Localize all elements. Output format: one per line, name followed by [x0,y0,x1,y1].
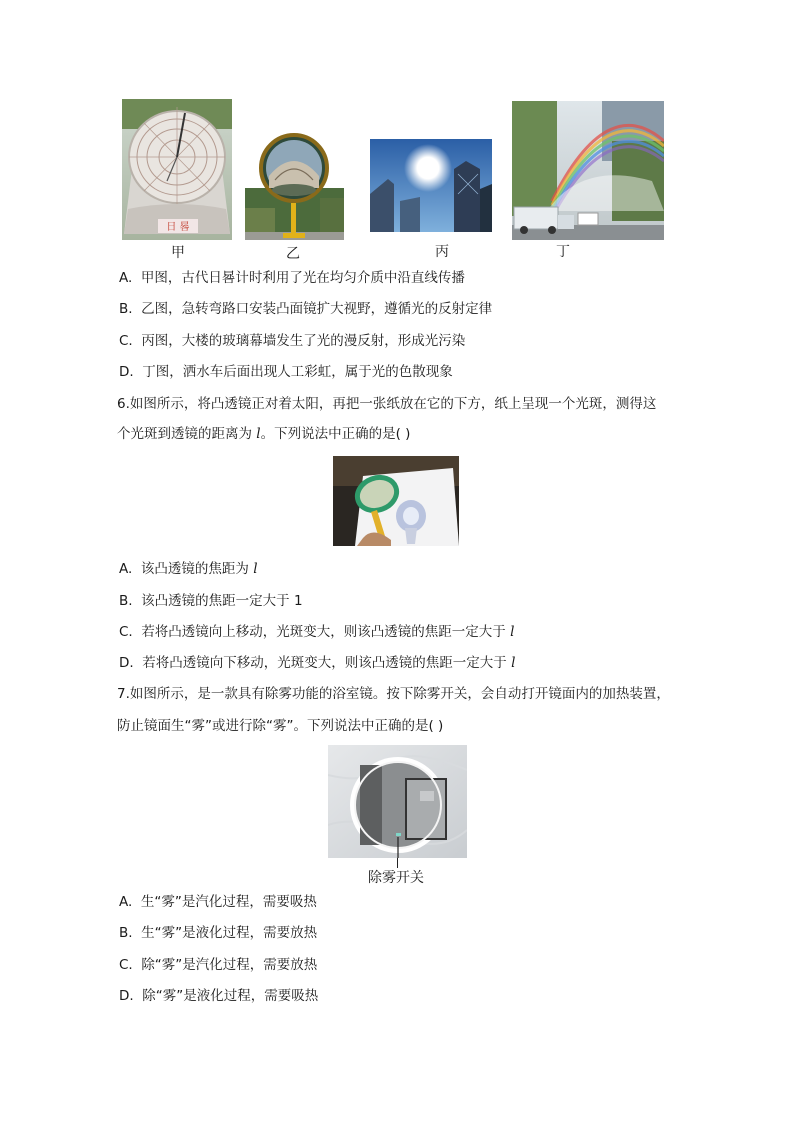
option-text: 生“雾”是液化过程，需要放热 [141,925,318,941]
variable-l: l [510,624,515,640]
variable-l: l [253,561,258,577]
option-text: 除“雾”是液化过程，需要吸热 [142,988,319,1004]
q6-option-b [119,591,303,611]
q7-option-b [119,923,317,943]
figure-caption-bing: 丙 [435,244,449,260]
defog-bathroom-mirror-photo [328,745,467,858]
q7-stem-line2: 防止镜面生“雾”或进行除“雾”。下列说法中正确的是( ) [117,718,444,734]
stem-text: 个光斑到透镜的距离为 [117,426,257,442]
convex-mirror-photo [245,128,344,240]
option-letter: B. [119,593,133,609]
option-letter: A. [119,894,133,910]
q7-stem-line1: 7.如图所示，是一款具有除雾功能的浴室镜。按下除雾开关，会自动打开镜面内的加热装置， [117,686,670,702]
q6-stem-line1: 6.如图所示，将凸透镜正对着太阳，再把一张纸放在它的下方，纸上呈现一个光斑，测得这 [117,396,657,412]
option-letter: C. [119,333,133,349]
q6-option-c [119,622,514,642]
option-letter: A. [119,561,133,577]
convex-lens-sun-spot-photo [333,456,459,546]
sundial-plate-text: 日 晷 [166,222,190,233]
option-letter: C. [119,624,133,640]
option-text: 若将凸透镜向上移动，光斑变大，则该凸透镜的焦距一定大于 [141,624,511,640]
q6-option-a [119,559,258,579]
option-letter: D. [119,988,134,1004]
defog-switch-caption: 除雾开关 [368,870,424,886]
stem-text: 。下列说法中正确的是( ) [260,426,411,442]
q7-option-c [119,955,317,975]
option-letter: B. [119,301,133,317]
q5-option-b [119,299,492,319]
option-letter: D. [119,364,134,380]
q5-option-a [119,268,465,288]
figure-caption-jia: 甲 [171,245,185,261]
q5-option-d [119,362,453,382]
option-text: 该凸透镜的焦距为 [140,561,254,577]
option-text: 生“雾”是汽化过程，需要吸热 [140,894,317,910]
option-text: 除“雾”是汽化过程，需要放热 [141,957,318,973]
figure-caption-ding: 丁 [556,244,570,260]
option-text: 丙图，大楼的玻璃幕墙发生了光的漫反射，形成光污染 [141,333,466,349]
rainbow-sprinkler-truck-photo [512,101,664,240]
glass-curtain-wall-photo [370,139,492,232]
option-letter: C. [119,957,133,973]
variable-l: l [511,655,516,671]
sundial-photo [122,99,232,240]
q7-option-d [119,986,318,1006]
option-text: 丁图，洒水车后面出现人工彩虹，属于光的色散现象 [142,364,453,380]
q6-stem-line2 [117,424,410,444]
option-letter: D. [119,655,134,671]
option-text: 乙图，急转弯路口安装凸面镜扩大视野，遵循光的反射定律 [141,301,493,317]
option-letter: B. [119,925,133,941]
option-text: 若将凸透镜向下移动，光斑变大，则该凸透镜的焦距一定大于 [142,655,512,671]
q6-option-d [119,653,515,673]
option-letter: A. [119,270,133,286]
option-text: 甲图，古代日晷计时利用了光在均匀介质中沿直线传播 [140,270,465,286]
figure-caption-yi: 乙 [286,246,300,262]
option-text: 该凸透镜的焦距一定大于 1 [141,593,303,609]
variable-l: l [256,426,261,442]
q5-option-c [119,331,465,351]
defog-switch-pointer-line [397,858,398,868]
q7-option-a [119,892,317,912]
